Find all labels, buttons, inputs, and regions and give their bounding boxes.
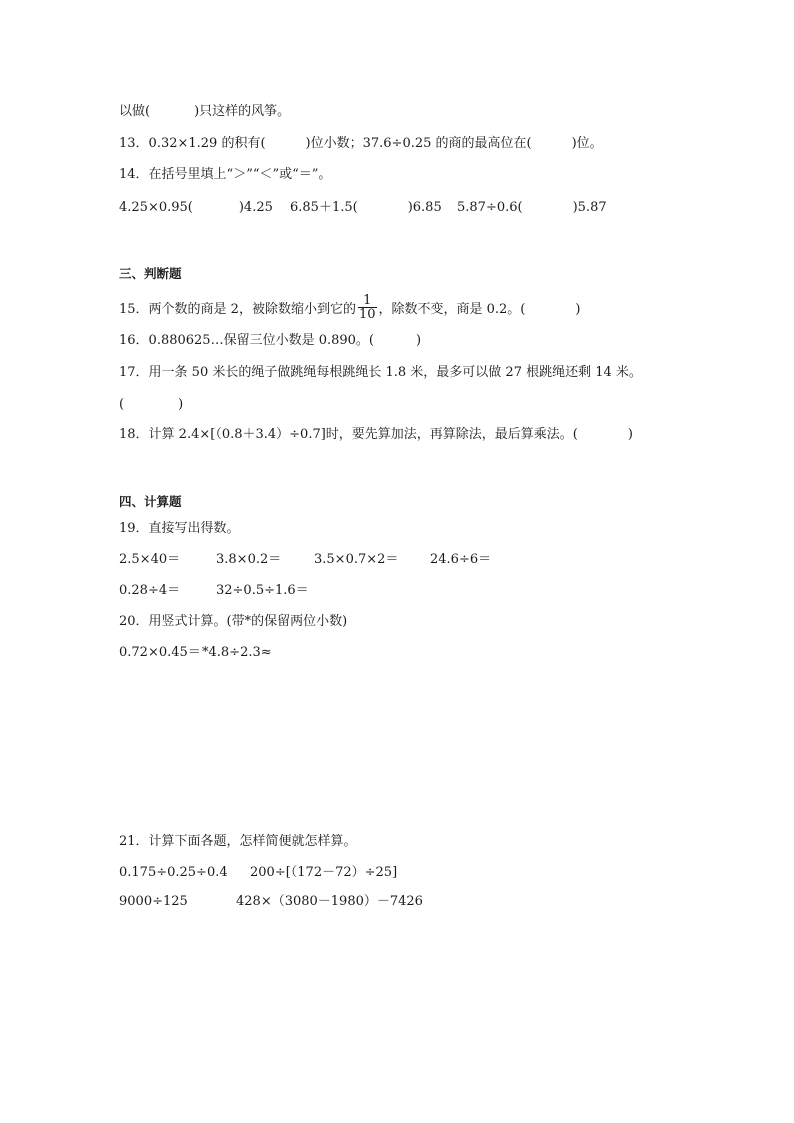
- calc-item: 32÷0.5÷1.6＝: [216, 583, 309, 598]
- fraction: [358, 294, 377, 321]
- section-heading: 三、判断题: [119, 266, 182, 281]
- question-16: [119, 332, 421, 350]
- calc-item: *4.8÷2.3≈: [202, 645, 272, 660]
- calc-item: 0.28÷4＝: [119, 583, 181, 598]
- q18-text-b: ): [627, 427, 633, 442]
- compare-right: )6.85: [407, 200, 442, 215]
- q12-text-a: 以做(: [119, 104, 151, 119]
- q18-text-a: 18．计算 2.4×[（0.8＋3.4）÷0.7]时，要先算加法，再算除法，最后算乘法。(: [119, 427, 578, 442]
- question-20-stem: 20．用竖式计算。(带*的保留两位小数): [119, 614, 348, 629]
- q13-text-b: )位小数；37.6÷0.25 的商的最高位在(: [305, 136, 532, 151]
- compare-item: [290, 199, 442, 217]
- q16-text-a: 16．0.880625…保留三位小数是 0.890。(: [119, 333, 374, 348]
- question-12-tail: [119, 103, 290, 121]
- calc-item: 9000÷125: [119, 894, 188, 909]
- calc-item: 24.6÷6＝: [430, 552, 492, 567]
- paren-open: (: [119, 397, 125, 412]
- q13-text-a: 13．0.32×1.29 的积有(: [119, 136, 266, 151]
- q12-text-b: )只这样的风筝。: [194, 104, 291, 119]
- calc-item: 200÷[（172－72）÷25]: [250, 865, 398, 880]
- compare-right: )4.25: [238, 200, 273, 215]
- question-13: [119, 135, 603, 153]
- question-21-stem: 21．计算下面各题，怎样简便就怎样算。: [119, 834, 357, 849]
- q13-text-c: )位。: [571, 136, 603, 151]
- calc-item: 3.5×0.7×2＝: [314, 552, 399, 567]
- compare-left: 4.25×0.95(: [119, 200, 193, 215]
- question-19-stem: 19．直接写出得数。: [119, 521, 240, 536]
- calc-item: 0.175÷0.25÷0.4: [119, 865, 228, 880]
- compare-left: 6.85＋1.5(: [290, 200, 358, 215]
- q16-text-b: ): [416, 333, 422, 348]
- compare-item: [457, 199, 607, 217]
- calc-item: 0.72×0.45＝: [119, 645, 201, 660]
- compare-right: )5.87: [572, 200, 607, 215]
- question-17: 17．用一条 50 米长的绳子做跳绳每根跳绳长 1.8 米，最多可以做 27 根跳绳还剩 14 米。: [119, 365, 642, 380]
- fraction-denominator: 10: [358, 307, 376, 322]
- answer-paren: [119, 396, 183, 414]
- question-18: [119, 426, 633, 444]
- paren-close: ): [178, 397, 184, 412]
- calc-item: 3.8×0.2＝: [216, 552, 282, 567]
- q15-text-b: ，除数不变，商是 0.2。(: [378, 302, 526, 317]
- q15-text-c: ): [575, 302, 581, 317]
- compare-item: [119, 199, 273, 217]
- section-heading: 四、计算题: [119, 494, 182, 509]
- question-14-stem: 14．在括号里填上“＞”“＜”或“＝”。: [119, 167, 332, 182]
- calc-item: 428×（3080－1980）－7426: [236, 894, 423, 909]
- q15-text-a: 15．两个数的商是 2，被除数缩小到它的: [119, 302, 356, 317]
- compare-left: 5.87÷0.6(: [457, 200, 523, 215]
- calc-item: 2.5×40＝: [119, 552, 181, 567]
- question-15: [119, 293, 581, 323]
- fraction-numerator: 1: [358, 294, 377, 308]
